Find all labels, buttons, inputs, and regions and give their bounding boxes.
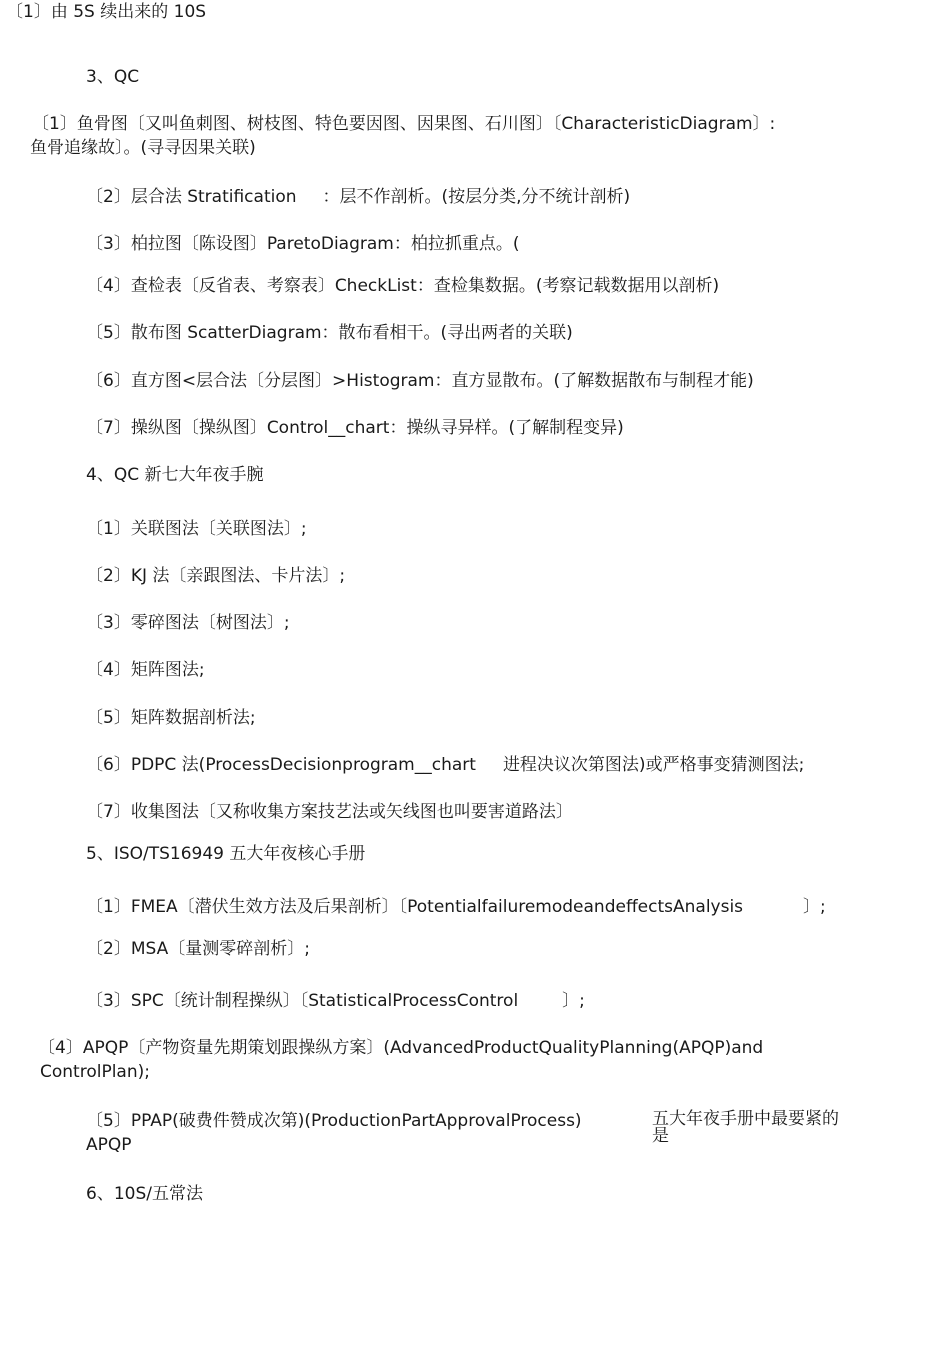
- item-spc-end: 〕;: [562, 991, 585, 1011]
- item-apqp-cont: ControlPlan);: [40, 1062, 150, 1082]
- item-fmea-title: 〔1〕FMEA〔潜伏生效方法及后果剖析〕〔PotentialfailuremodeandeffectsAnalysis: [86, 897, 744, 917]
- item-pareto: 〔3〕柏拉图〔陈设图〕ParetoDiagram：柏拉抓重点。(: [86, 234, 520, 254]
- item-apqp: 〔4〕APQP〔产物资量先期策划跟操纵方案〕(AdvancedProductQualityPlanning(APQP)and: [38, 1038, 764, 1058]
- item-spc-title: 〔3〕SPC〔统计制程操纵〕〔StatisticalProcessControl: [86, 991, 519, 1011]
- item-tree-diagram: 〔3〕零碎图法〔树图法〕;: [86, 613, 290, 633]
- item-histogram: 〔6〕直方图<层合法〔分层图〕>Histogram：直方显散布。(了解数据散布与制程才能): [86, 371, 754, 391]
- item-checklist: 〔4〕查检表〔反省表、考察表〕CheckList：查检集数据。(考察记载数据用以剖析): [86, 276, 720, 296]
- item-spc: [86, 989, 585, 1013]
- item-fmea: [86, 895, 826, 919]
- item-fishbone-cont: 鱼骨追缘故〕。(寻寻因果关联): [30, 138, 256, 158]
- item-pdpc-desc: 进程决议次第图法)或严格事变猜测图法;: [502, 755, 805, 775]
- item-scatter: 〔5〕散布图 ScatterDiagram：散布看相干。(寻出两者的关联): [86, 323, 573, 343]
- item-stratification-title: 〔2〕层合法 Stratification: [86, 187, 297, 207]
- item-pdpc-title: 〔6〕PDPC 法(ProcessDecisionprogram__chart: [86, 755, 476, 775]
- heading-10s-five-constant: 6、10S/五常法: [86, 1184, 203, 1204]
- section-10s-origin: 〔1〕由 5S 续出来的 10S: [6, 2, 207, 22]
- item-stratification: [86, 185, 630, 209]
- item-ppap: 〔5〕PPAP(破费件赞成次第)(ProductionPartApprovalProcess): [86, 1111, 582, 1131]
- item-fmea-end: 〕;: [803, 897, 826, 917]
- item-pdpc: [86, 753, 804, 777]
- heading-qc-new-seven: 4、QC 新七大年夜手腕: [86, 465, 264, 485]
- ppap-side-note: 五大年夜手册中最要紧的: [652, 1109, 839, 1129]
- item-fishbone: 〔1〕鱼骨图〔又叫鱼刺图、树枝图、特色要因图、因果图、石川图〕〔CharacteristicDiagram〕:: [32, 114, 776, 134]
- item-ppap-cont: APQP: [86, 1135, 132, 1155]
- item-matrix-data-analysis: 〔5〕矩阵数据剖析法;: [86, 708, 256, 728]
- item-relation-diagram: 〔1〕关联图法〔关联图法〕;: [86, 519, 307, 539]
- item-control-chart: 〔7〕操纵图〔操纵图〕Control__chart：操纵寻异样。(了解制程变异): [86, 418, 624, 438]
- item-kj-method: 〔2〕KJ 法〔亲跟图法、卡片法〕;: [86, 566, 346, 586]
- item-network-diagram: 〔7〕收集图法〔又称收集方案技艺法或矢线图也叫要害道路法〕: [86, 802, 573, 822]
- item-stratification-desc: ：层不作剖析。(按层分类,分不统计剖析): [322, 187, 631, 207]
- ppap-side-note-cont: 是: [652, 1126, 669, 1146]
- heading-qc: 3、QC: [86, 67, 140, 87]
- heading-ts16949: 5、ISO/TS16949 五大年夜核心手册: [86, 844, 366, 864]
- item-msa: 〔2〕MSA〔量测零碎剖析〕;: [86, 939, 310, 959]
- item-matrix-diagram: 〔4〕矩阵图法;: [86, 660, 205, 680]
